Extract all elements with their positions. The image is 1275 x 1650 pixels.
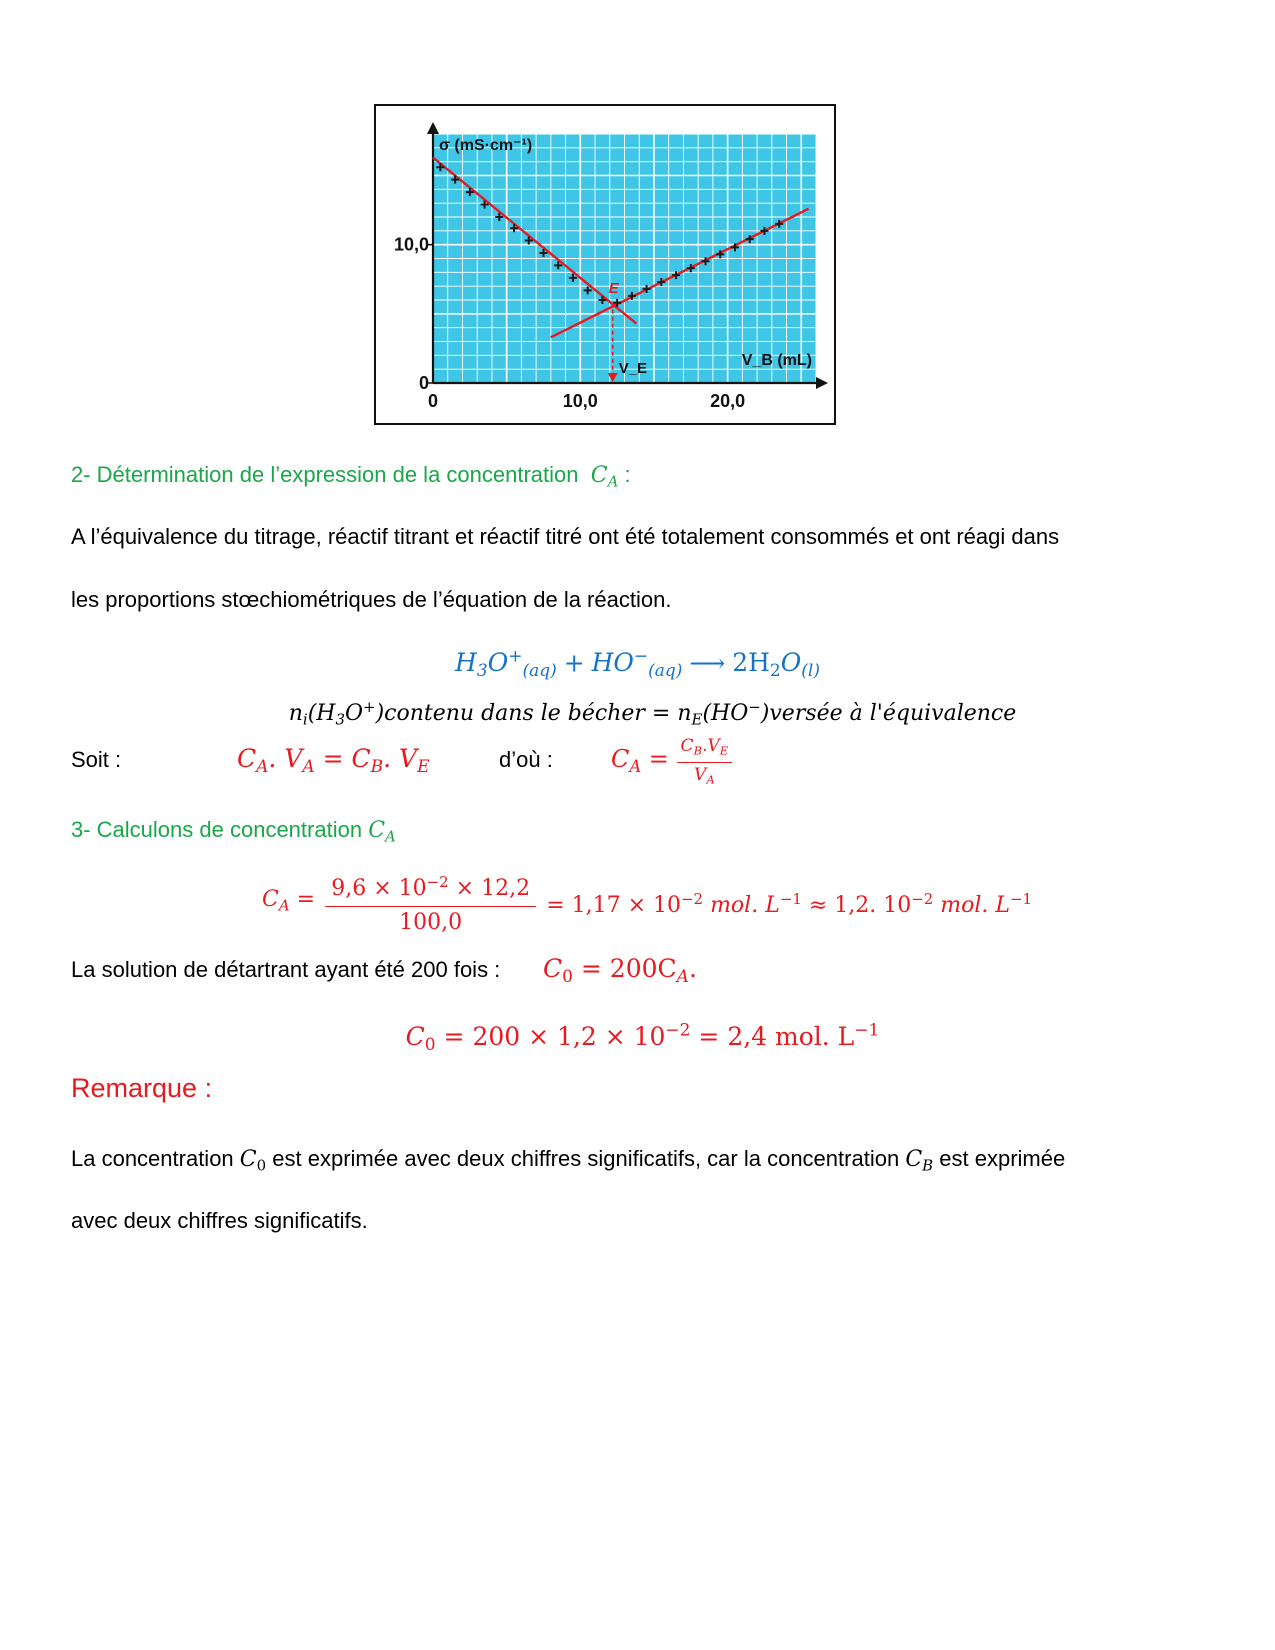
x-tick-label: 0 (427, 391, 439, 411)
equivalence-paragraph-line1: A l’équivalence du titrage, réactif titrant et réactif titré ont été totalement consommés et ont réagi dans (71, 524, 1060, 549)
x-axis-label: V_B (mL) (741, 352, 812, 369)
y-axis-label: σ (mS·cm⁻¹) (439, 137, 533, 154)
equivalence-relation: $C_A$. $V_A = C_B$. $V_E$ (237, 744, 430, 778)
y-tick-label: 10,0 (393, 234, 429, 255)
titration-figure (374, 104, 836, 425)
reaction-equation: $H_3O^+_{(aq)} + HO^-_{(aq)}$ ⟶ $2H_2O_{(l)}$ (455, 647, 820, 682)
ca-calculation: $C_A$ = $\frac{9,6 \times 10^{-2} \times 12,2}{100,0}$ = $1,17 \times 10^{-2}$ mol. $L^{-1} \approx 1,2$. $10^{-2}$ mol. $L^{-1}$ (262, 868, 1032, 937)
soit-label: Soit : (71, 747, 122, 772)
dou-label: d’où : (499, 747, 553, 772)
dilution-text: La solution de détartrant ayant été 200 fois : (71, 957, 501, 982)
y-tick-label: 0 (418, 373, 429, 393)
equivalence-point-label: E (608, 279, 619, 297)
equivalence-paragraph-line2: les proportions stœchiométriques de l’équation de la réaction. (71, 587, 672, 612)
x-axis-arrow (816, 377, 828, 389)
c0-result: $C_0 = 200 \times 1,2 \times 10^{-2} = 2,4$ mol. $L^{-1}$ (405, 1021, 880, 1056)
x-tick-label: 20,0 (710, 391, 746, 411)
remarque-line1: La concentration $C_0$ est exprimée avec deux chiffres significatifs, car la concentration $C_B$ est exprimée (71, 1146, 1066, 1175)
ca-expression: $C_A$ = $\frac{C_B.V_E}{V_A}$ (611, 736, 732, 790)
dilution-formula: $C_0 = 200C_A$. (543, 954, 697, 988)
remarque-line2: avec deux chiffres significatifs. (71, 1208, 368, 1233)
y-axis-arrow (427, 122, 439, 134)
section-2-title: 2- Détermination de l’expression de la concentration $C_A$ : (71, 462, 631, 491)
section-3-title: 3- Calculons de concentration $C_A$ (71, 817, 396, 846)
conductivity-chart (376, 106, 834, 423)
ve-label: V_E (618, 360, 648, 377)
moles-equality: $n_i(H_3O^+)contenu$ dans le bécher = $n_E(HO^-)versée$ à l'équivalence (288, 698, 1017, 729)
x-tick-label: 10,0 (562, 391, 598, 411)
remarque-title: Remarque : (71, 1073, 213, 1103)
